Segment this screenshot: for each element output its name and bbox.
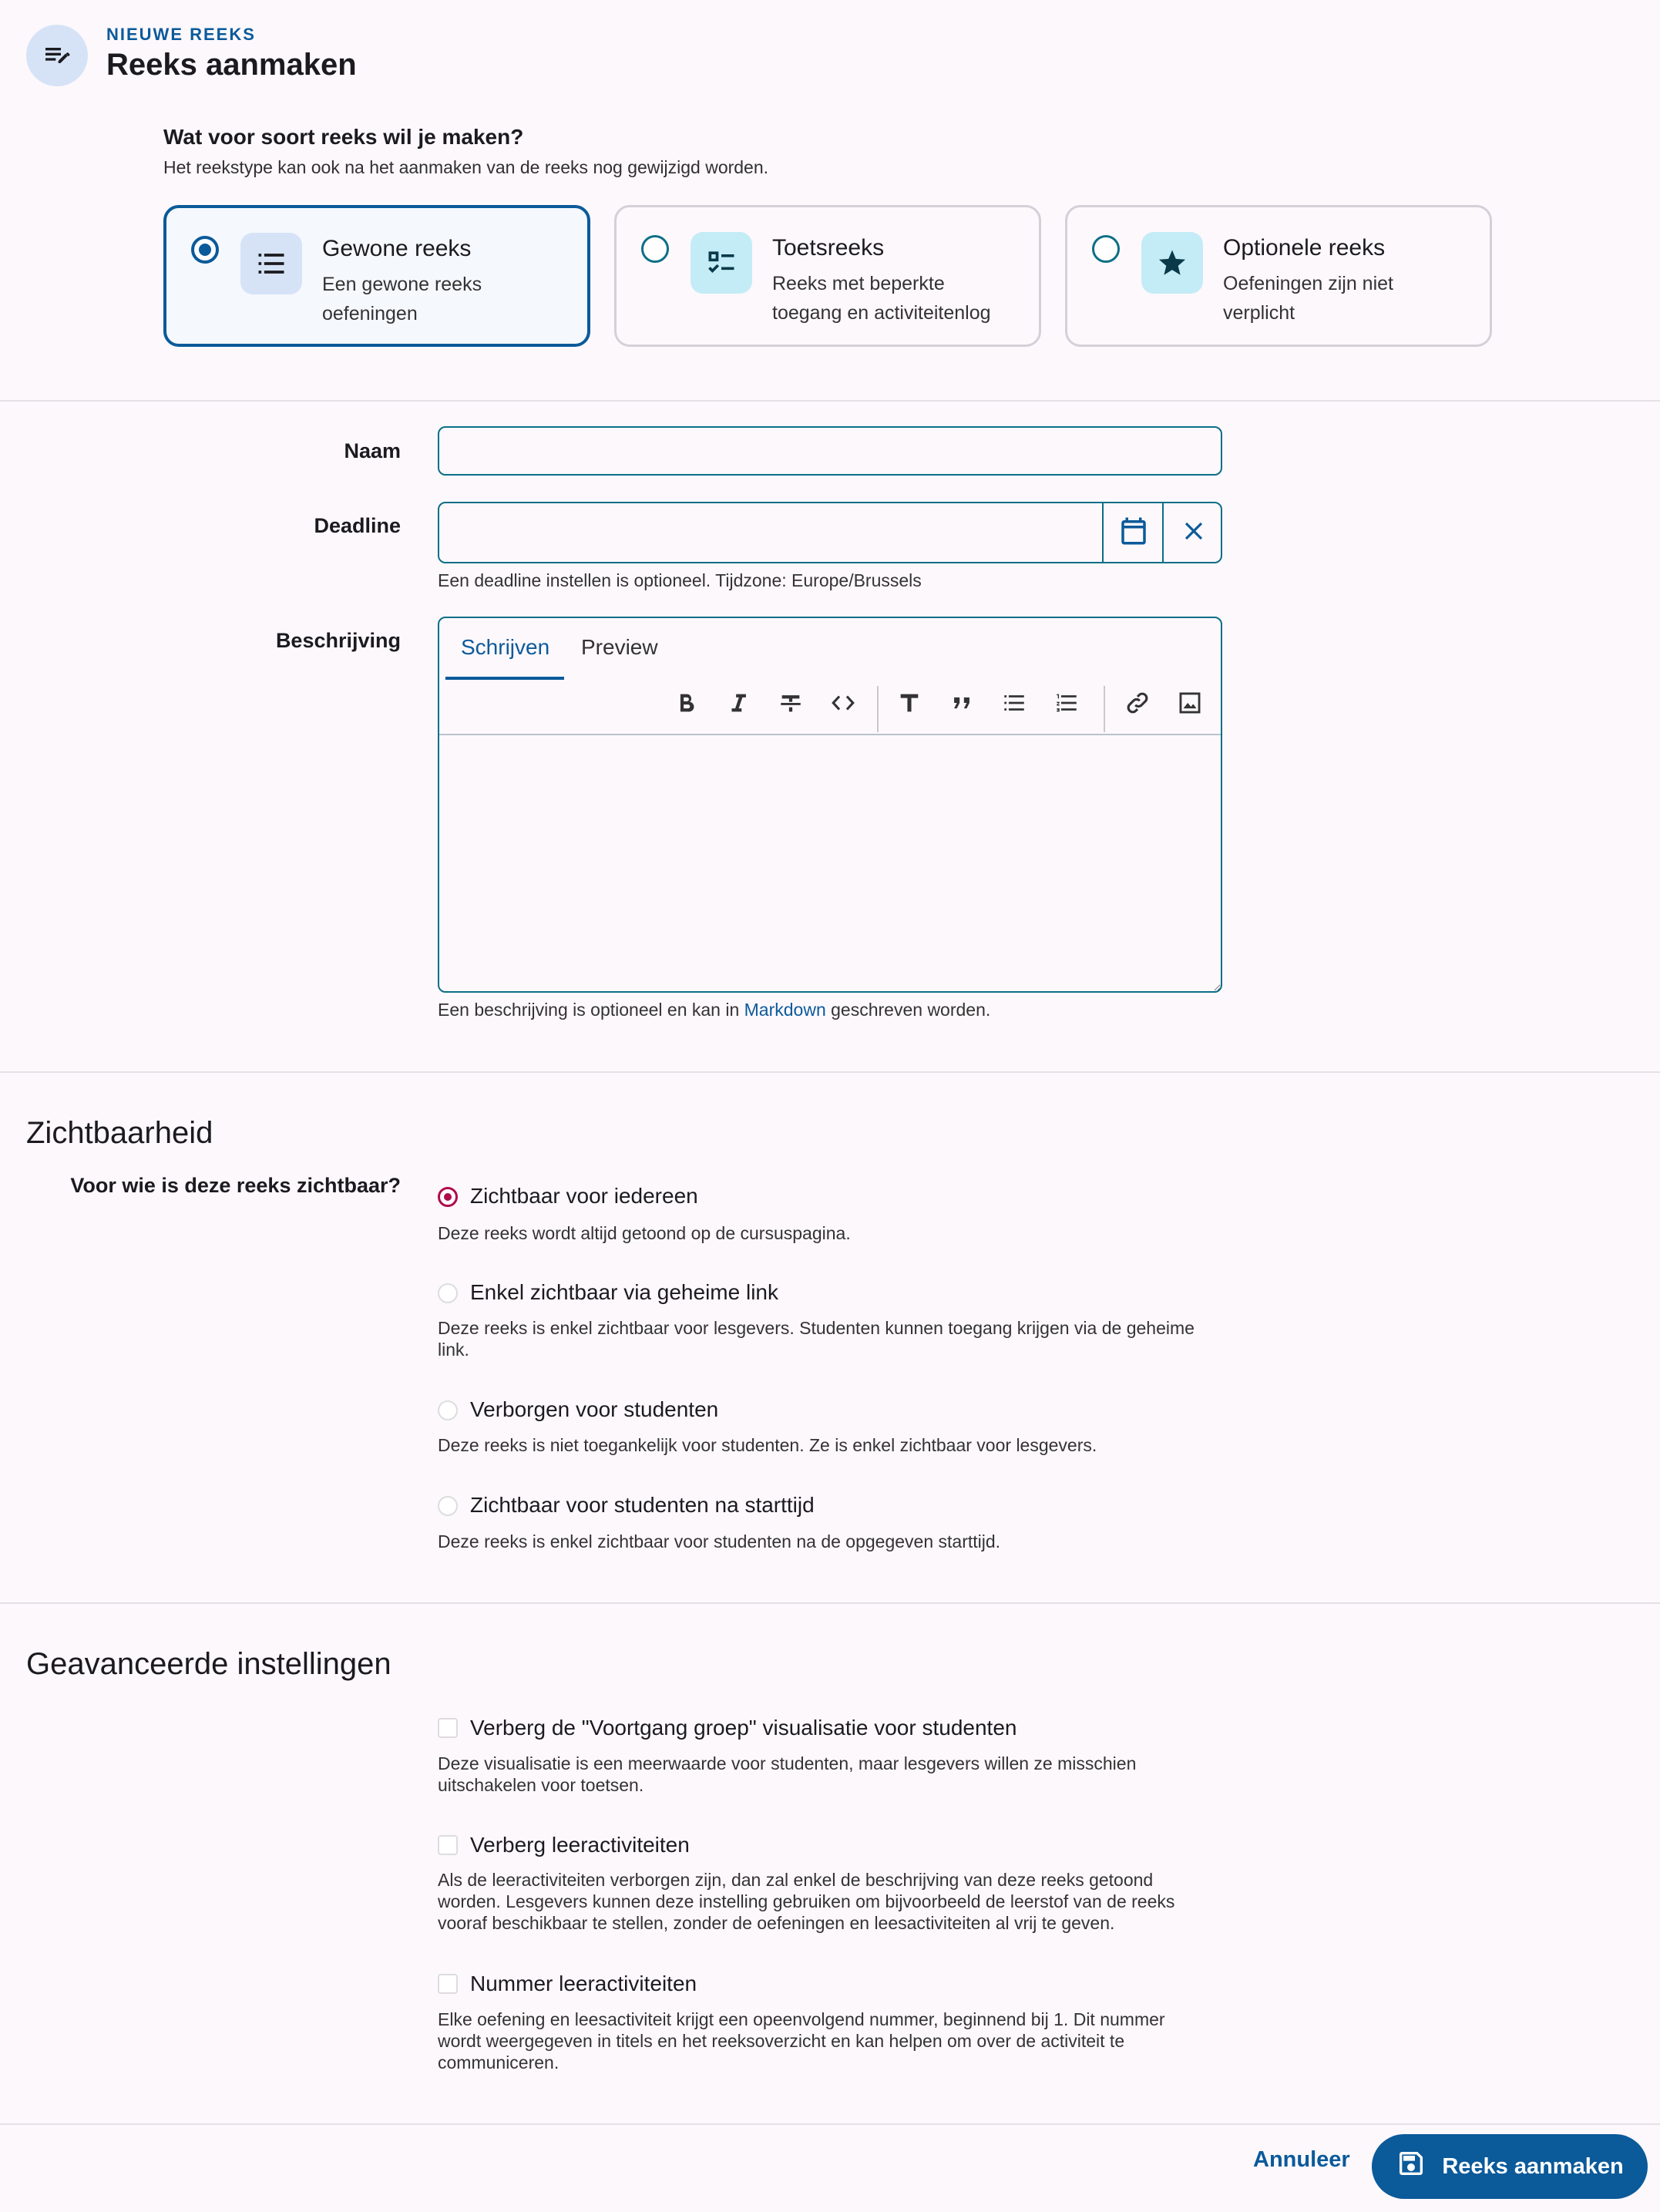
type-option-toetsreeks[interactable] bbox=[614, 205, 1041, 347]
type-title: Optionele reeks bbox=[1223, 235, 1386, 261]
visibility-option-label[interactable]: Zichtbaar voor iedereen bbox=[470, 1184, 698, 1208]
dialog-overline: NIEUWE REEKS bbox=[106, 25, 256, 44]
description-help-text-end: geschreven worden. bbox=[825, 1000, 991, 1020]
visibility-option-desc: Deze reeks wordt altijd getoond op de cursuspagina. bbox=[438, 1223, 851, 1243]
toolbar-separator bbox=[877, 686, 879, 732]
heading-icon bbox=[896, 690, 922, 720]
description-textarea[interactable] bbox=[439, 735, 1221, 991]
numbered-list-icon bbox=[1053, 690, 1080, 720]
description-label: Beschrijving bbox=[275, 629, 401, 652]
dialog-title: Reeks aanmaken bbox=[106, 48, 357, 82]
type-radio-gewone-reeks[interactable] bbox=[191, 236, 219, 264]
tab-preview[interactable]: Preview bbox=[581, 635, 658, 659]
checklist-icon bbox=[691, 232, 752, 294]
strikethrough-button[interactable] bbox=[771, 684, 811, 724]
type-option-optionele-reeks[interactable] bbox=[1065, 205, 1492, 347]
italic-icon bbox=[725, 690, 751, 720]
edit-list-icon bbox=[26, 25, 88, 86]
divider bbox=[0, 400, 1660, 402]
visibility-option-desc: Deze reeks is niet toegankelijk voor studenten. Ze is enkel zichtbaar voor lesgevers. bbox=[438, 1435, 1097, 1455]
active-tab-indicator bbox=[445, 677, 564, 680]
close-icon bbox=[1179, 516, 1208, 550]
visibility-section-title: Zichtbaarheid bbox=[26, 1116, 213, 1150]
star-icon bbox=[1141, 232, 1203, 294]
advanced-option-desc: Als de leeractiviteiten verborgen zijn, dan zal enkel de beschrijving van deze reeks getoond worden. Lesgevers kunnen deze instelling gebruiken om bijvoorbeeld de leerstof van de reeks vooraf beschikbaar te stellen, zonder de oefeningen en leesactiviteiten al vrij te geven. bbox=[438, 1870, 1175, 1933]
type-desc: Een gewone reeks oefeningen bbox=[322, 274, 482, 324]
number-activities-checkbox[interactable] bbox=[438, 1974, 458, 1994]
advanced-option-desc: Deze visualisatie is een meerwaarde voor studenten, maar lesgevers willen ze misschien uitschakelen voor toetsen. bbox=[438, 1753, 1137, 1795]
list-icon bbox=[240, 233, 302, 294]
calendar-button[interactable] bbox=[1102, 503, 1164, 562]
advanced-option-label[interactable]: Nummer leeractiviteiten bbox=[470, 1972, 697, 1995]
deadline-field[interactable] bbox=[438, 502, 1222, 563]
cancel-button[interactable]: Annuleer bbox=[1253, 2147, 1350, 2172]
visibility-radio-after-start[interactable] bbox=[438, 1496, 458, 1516]
markdown-link[interactable]: Markdown bbox=[744, 1000, 826, 1020]
type-radio-toetsreeks[interactable] bbox=[641, 235, 669, 263]
italic-button[interactable] bbox=[718, 684, 758, 724]
type-title: Toetsreeks bbox=[772, 235, 885, 261]
numbered-list-button[interactable] bbox=[1047, 684, 1087, 724]
visibility-question: Voor wie is deze reeks zichtbaar? bbox=[70, 1174, 401, 1197]
description-help bbox=[438, 1000, 990, 1020]
advanced-option-label[interactable]: Verberg leeractiviteiten bbox=[470, 1833, 690, 1857]
calendar-icon bbox=[1117, 515, 1150, 551]
type-desc: Oefeningen zijn niet verplicht bbox=[1223, 273, 1393, 324]
bold-button[interactable] bbox=[666, 684, 706, 724]
name-label: Naam bbox=[344, 439, 401, 462]
visibility-option-desc: Deze reeks is enkel zichtbaar voor lesgevers. Studenten kunnen toegang krijgen via de geheime link. bbox=[438, 1318, 1195, 1360]
divider bbox=[0, 1602, 1660, 1604]
clear-deadline-button[interactable] bbox=[1162, 503, 1224, 562]
link-icon bbox=[1124, 690, 1151, 720]
quote-icon bbox=[949, 690, 975, 720]
visibility-radio-secret-link[interactable] bbox=[438, 1283, 458, 1303]
type-hint: Het reekstype kan ook na het aanmaken van de reeks nog gewijzigd worden. bbox=[163, 157, 769, 177]
divider bbox=[0, 1071, 1660, 1073]
type-option-gewone-reeks[interactable] bbox=[163, 205, 590, 347]
advanced-option-desc: Elke oefening en leesactiviteit krijgt een opeenvolgend nummer, beginnend bij 1. Dit nummer wordt weergegeven in titels en het reeksoverzicht en kan helpen om over de activiteit te communiceren. bbox=[438, 2009, 1165, 2072]
save-icon bbox=[1396, 2148, 1426, 2185]
image-icon bbox=[1177, 690, 1203, 720]
visibility-option-label[interactable]: Zichtbaar voor studenten na starttijd bbox=[470, 1493, 815, 1517]
image-button[interactable] bbox=[1170, 684, 1210, 724]
hide-group-progress-checkbox[interactable] bbox=[438, 1718, 458, 1738]
tab-schrijven[interactable]: Schrijven bbox=[461, 635, 550, 659]
link-button[interactable] bbox=[1117, 684, 1158, 724]
advanced-option-label[interactable]: Verberg de "Voortgang groep" visualisatie voor studenten bbox=[470, 1716, 1017, 1740]
deadline-help: Een deadline instellen is optioneel. Tijdzone: Europe/Brussels bbox=[438, 570, 922, 590]
quote-button[interactable] bbox=[942, 684, 982, 724]
code-button[interactable] bbox=[823, 684, 863, 724]
visibility-radio-everyone[interactable] bbox=[438, 1187, 458, 1207]
create-series-label: Reeks aanmaken bbox=[1442, 2153, 1624, 2179]
divider bbox=[0, 2123, 1660, 2125]
type-radio-optionele-reeks[interactable] bbox=[1092, 235, 1120, 263]
visibility-radio-hidden[interactable] bbox=[438, 1400, 458, 1420]
name-input[interactable] bbox=[438, 426, 1222, 476]
toolbar-separator bbox=[1104, 686, 1105, 732]
bullet-list-icon bbox=[1001, 690, 1027, 720]
visibility-option-label[interactable]: Enkel zichtbaar via geheime link bbox=[470, 1280, 778, 1304]
advanced-section-title: Geavanceerde instellingen bbox=[26, 1647, 391, 1681]
bold-icon bbox=[673, 690, 699, 720]
type-desc: Reeks met beperkte toegang en activiteitenlog bbox=[772, 273, 991, 324]
visibility-option-desc: Deze reeks is enkel zichtbaar voor studenten na de opgegeven starttijd. bbox=[438, 1531, 1001, 1551]
heading-button[interactable] bbox=[889, 684, 929, 724]
deadline-label: Deadline bbox=[314, 514, 401, 537]
description-help-text: Een beschrijving is optioneel en kan in bbox=[438, 1000, 744, 1020]
markdown-editor bbox=[438, 617, 1222, 993]
visibility-option-label[interactable]: Verborgen voor studenten bbox=[470, 1397, 719, 1421]
bullet-list-button[interactable] bbox=[994, 684, 1034, 724]
type-question: Wat voor soort reeks wil je maken? bbox=[163, 125, 524, 149]
hide-activities-checkbox[interactable] bbox=[438, 1835, 458, 1855]
strikethrough-icon bbox=[778, 690, 804, 720]
type-title: Gewone reeks bbox=[322, 236, 472, 261]
code-icon bbox=[830, 690, 856, 720]
create-series-button[interactable] bbox=[1372, 2134, 1648, 2199]
